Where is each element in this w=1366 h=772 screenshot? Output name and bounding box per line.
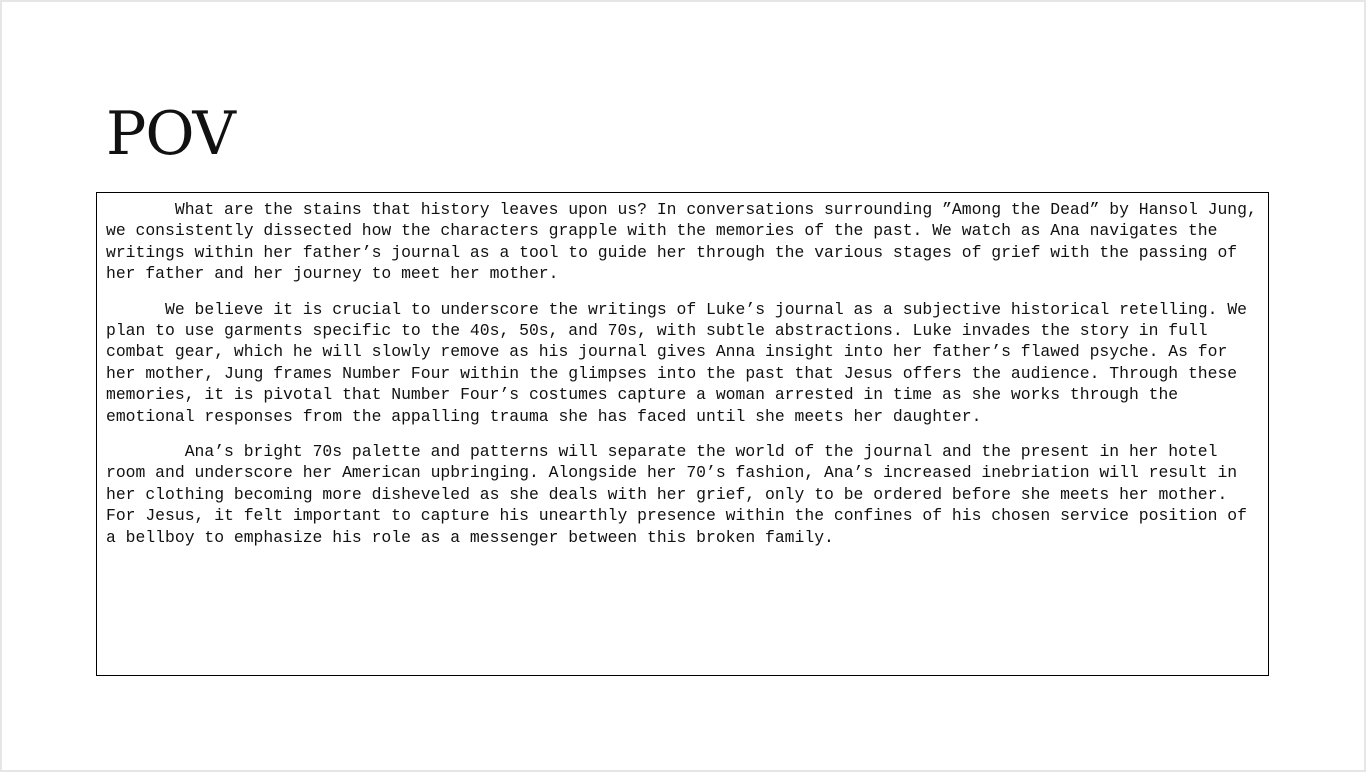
body-text-box[interactable] [96,192,1269,676]
slide [2,2,1364,770]
paragraph-3: Ana’s bright 70s palette and patterns will separate the world of the journal and the present in her hotel room and underscore her American upbringing. Alongside her 70’s fashion, Ana’s increased inebriation will result in her clothing becoming more disheveled as she deals with her grief, only to be ordered before she meets her mother. For Jesus, it felt important to capture his unearthly presence within the confines of his chosen service position of a bellboy to emphasize his role as a messenger between this broken family. [106,442,1257,547]
paragraph-2: We believe it is crucial to underscore the writings of Luke’s journal as a subjective historical retelling. We plan to use garments specific to the 40s, 50s, and 70s, with subtle abstractions. Luke invades the story in full combat gear, which he will slowly remove as his journal gives Anna insight into her father’s flawed psyche. As for her mother, Jung frames Number Four within the glimpses into the past that Jesus offers the audience. Through these memories, it is pivotal that Number Four’s costumes capture a woman arrested in time as she works through the emotional responses from the appalling trauma she has faced until she meets her daughter. [106,299,1257,426]
slide-title: POV [106,99,235,169]
paragraph-1: What are the stains that history leaves upon us? In conversations surrounding ”Among the Dead” by Hansol Jung, we consistently dissected how the characters grapple with the memories of the past. We watch as Ana navigates the writings within her father’s journal as a tool to guide her through the various stages of grief with the passing of her father and her journey to meet her mother. [106,200,1267,284]
